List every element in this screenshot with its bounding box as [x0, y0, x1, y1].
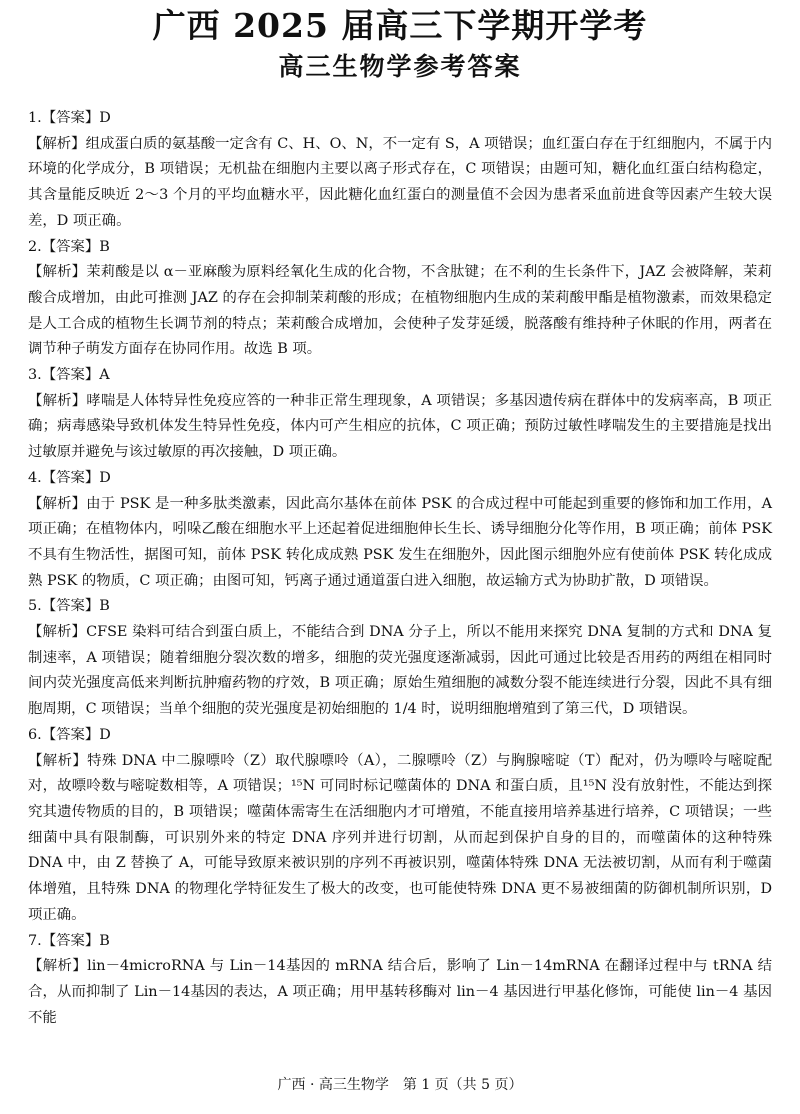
- analysis-paragraph: 【解析】由于 PSK 是一种多肽类激素，因此高尔基体在前体 PSK 的合成过程中可能起到重要的修饰和加工作用，A 项正确；在植物体内，吲哚乙酸在细胞水平上还起着促进细胞伸长生长、诱导细胞分化等作用，B 项正确；前体 PSK 不具有生物活性，据图可知，前体 PSK 转化成成熟 PSK 发生在细胞外，因此图示细胞外应有使前体 PSK 转化成成熟 PSK 的物质，C 项正确；由图可知，钙离子通过通道蛋白进入细胞，故运输方式为协助扩散，D 项错误。: [28, 495, 772, 589]
- analysis-paragraph: 【解析】特殊 DNA 中二腺嘌呤（Z）取代腺嘌呤（A），二腺嘌呤（Z）与胸腺嘧啶（T）配对，仍为嘌呤与嘧啶配对，故嘌呤数与嘧啶数相等，A 项错误；¹⁵N 可同时标记噬菌体的 DNA 和蛋白质，且¹⁵N 没有放射性，不能达到探究其遗传物质的目的，B 项错误；噬菌体需寄生在活细胞内才可增殖，不能直接用培养基进行培养，C 项错误；一些细菌中具有限制酶，可识别外来的特定 DNA 序列并进行切割，从而起到保护自身的目的，而噬菌体的这种特殊 DNA 中，由 Z 替换了 A，可能导致原来被识别的序列不再被识别，噬菌体特殊 DNA 无法被切割，从而有利于噬菌体增殖，且特殊 DNA 的物理化学特征发生了极大的改变，也可能使特殊 DNA 更不易被细菌的防御机制所识别，D 项正确。: [28, 752, 772, 923]
- answer-line: 4.【答案】D: [28, 469, 111, 486]
- question-item-1: [28, 106, 772, 235]
- answer-line: 5.【答案】B: [28, 598, 110, 615]
- question-item-5: [28, 594, 772, 723]
- question-item-6: [28, 723, 772, 929]
- answer-line: 3.【答案】A: [28, 367, 110, 384]
- answer-line: 1.【答案】D: [28, 110, 111, 126]
- answer-line: 7.【答案】B: [28, 932, 110, 949]
- question-item-3: [28, 363, 772, 466]
- analysis-paragraph: 【解析】茉莉酸是以 α－亚麻酸为原料经氧化生成的化合物，不含肽键；在不利的生长条件下，JAZ 会被降解，茉莉酸合成增加，由此可推测 JAZ 的存在会抑制茉莉酸的形成；在植物细胞内生成的茉莉酸甲酯是植物激素，而效果稳定是人工合成的植物生长调节剂的特点；茉莉酸合成增加，会使种子发芽延缓，脱落酸有维持种子休眠的作用，两者在调节种子萌发方面存在协同作用。故选 B 项。: [28, 264, 772, 358]
- question-item-4: [28, 466, 772, 595]
- analysis-paragraph: 【解析】CFSE 染料可结合到蛋白质上，不能结合到 DNA 分子上，所以不能用来探究 DNA 复制的方式和 DNA 复制速率，A 项错误；随着细胞分裂次数的增多，细胞的荧光强度逐渐减弱，因此可通过比较是否用药的两组在相同时间内荧光强度高低来判断抗肿瘤药物的疗效，B 项正确；原始生殖细胞的减数分裂不能连续进行分裂，因此不具有细胞周期，C 项错误；当单个细胞的荧光强度是初始细胞的 1/4 时，说明细胞增殖到了第三代，D 项错误。: [28, 624, 772, 718]
- answer-key-subtitle: 高三生物学参考答案: [278, 52, 522, 81]
- answer-list: [28, 106, 772, 1031]
- analysis-paragraph: 【解析】lin－4microRNA 与 Lin－14基因的 mRNA 结合后，影响了 Lin－14mRNA 在翻译过程中与 tRNA 结合，从而抑制了 Lin－14基因的表达，A 项正确；用甲基转移酶对 lin－4 基因进行甲基化修饰，可能使 lin－4 基因不能: [28, 958, 772, 1026]
- answer-line: 2.【答案】B: [28, 238, 110, 255]
- question-item-2: [28, 235, 772, 364]
- page-footer: 广西 · 高三生物学 第 1 页（共 5 页）: [277, 1077, 523, 1093]
- analysis-paragraph: 【解析】组成蛋白质的氨基酸一定含有 C、H、O、N，不一定有 S，A 项错误；血红蛋白存在于红细胞内，不属于内环境的化学成分，B 项错误；无机盐在细胞内主要以离子形式存在，C 项错误；由题可知，糖化血红蛋白结构稳定，其含量能反映近 2～3 个月的平均血糖水平，因此糖化血红蛋白的测量值不会因为患者采血前进食等因素产生较大误差，D 项正确。: [28, 135, 772, 229]
- exam-title: 广西 2025 届高三下学期开学考: [152, 6, 648, 45]
- answer-line: 6.【答案】D: [28, 726, 111, 743]
- analysis-paragraph: 【解析】哮喘是人体特异性免疫应答的一种非正常生理现象，A 项错误；多基因遗传病在群体中的发病率高，B 项正确；病毒感染导致机体发生特异性免疫，体内可产生相应的抗体，C 项正确；预防过敏性哮喘发生的主要措施是找出过敏原并避免与该过敏原的再次接触，D 项正确。: [28, 392, 772, 461]
- question-item-7: [28, 929, 772, 1032]
